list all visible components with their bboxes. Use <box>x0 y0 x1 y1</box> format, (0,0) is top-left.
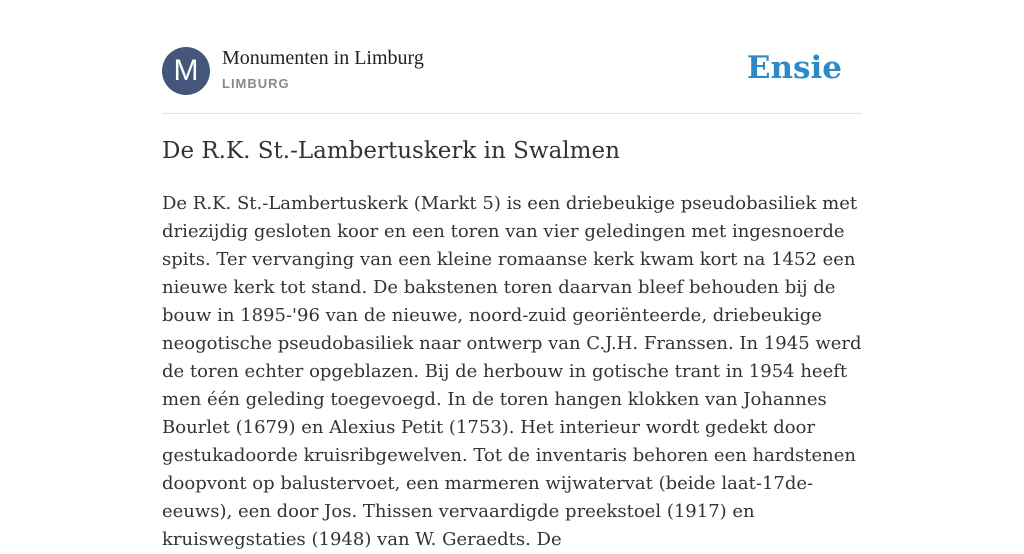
source-name-link[interactable]: Monumenten in Limburg <box>222 47 424 69</box>
article-body: De R.K. St.-Lambertuskerk (Markt 5) is een driebeukige pseudobasiliek met driezijdig gesloten koor en een toren van vier geledingen met ingesnoerde spits. Ter vervanging van een kleine romaanse kerk kwam kort na 1452 een nieuwe kerk tot stand. De bakstenen toren daarvan bleef behouden bij de bouw in 1895-'96 van de nieuwe, noord-zuid georiënteerde, driebeukige neogotische pseudobasiliek naar ontwerp van C.J.H. Franssen. In 1945 werd de toren echter opgeblazen. Bij de herbouw in gotische trant in 1954 heeft men één geleding toegevoegd. In de toren hangen klokken van Johannes Bourlet (1679) en Alexius Petit (1753). Het interieur wordt gedekt door gestukadoorde kruisribgewelven. Tot de inventaris behoren een hardstenen doopvont op balustervoet, een marmeren wijwatervat (beide laat-17de-eeuws), een door Jos. Thissen vervaardigde preekstoel (1917) en kruiswegstaties (1948) van W. Geraedts. De <box>162 193 862 550</box>
source-avatar[interactable]: M <box>162 47 210 95</box>
header-divider <box>162 113 862 114</box>
ensie-logo-link[interactable]: Ensie <box>746 50 842 86</box>
article-title: De R.K. St.-Lambertuskerk in Swalmen <box>162 138 620 164</box>
source-subtitle: LIMBURG <box>222 76 290 91</box>
source-header <box>162 47 862 97</box>
